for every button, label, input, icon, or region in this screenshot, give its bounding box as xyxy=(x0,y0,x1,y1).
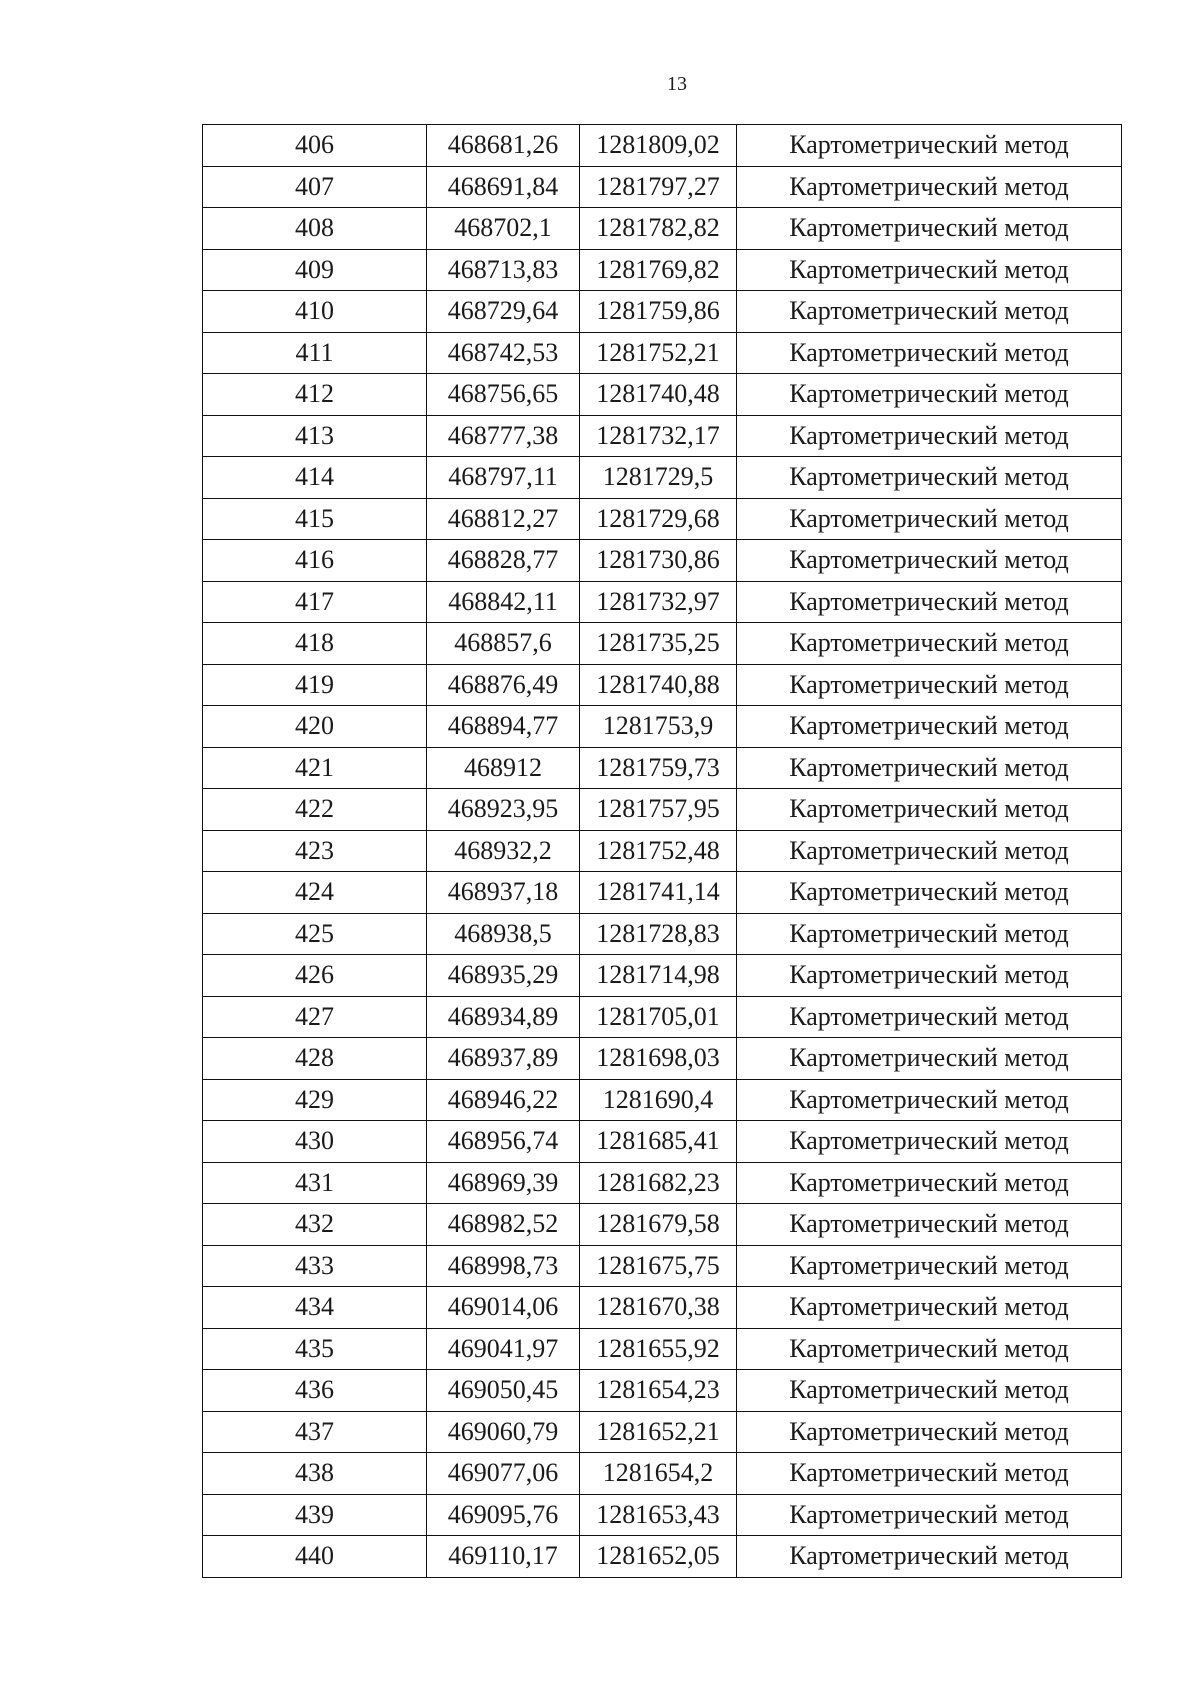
coordinates-table-body xyxy=(203,125,1122,1578)
x-coordinate-cell: 468691,84 xyxy=(427,166,580,208)
x-coordinate-cell: 468876,49 xyxy=(427,664,580,706)
x-coordinate-cell: 469060,79 xyxy=(427,1411,580,1453)
y-coordinate-cell: 1281729,68 xyxy=(580,498,737,540)
method-cell: Картометрический метод xyxy=(737,291,1122,333)
point-number-cell: 419 xyxy=(203,664,427,706)
table-row xyxy=(203,789,1122,831)
method-cell: Картометрический метод xyxy=(737,125,1122,167)
method-cell: Картометрический метод xyxy=(737,747,1122,789)
point-number-cell: 408 xyxy=(203,208,427,250)
method-cell: Картометрический метод xyxy=(737,706,1122,748)
y-coordinate-cell: 1281653,43 xyxy=(580,1494,737,1536)
y-coordinate-cell: 1281732,97 xyxy=(580,581,737,623)
method-cell: Картометрический метод xyxy=(737,498,1122,540)
method-cell: Картометрический метод xyxy=(737,1328,1122,1370)
table-row xyxy=(203,581,1122,623)
y-coordinate-cell: 1281732,17 xyxy=(580,415,737,457)
method-cell: Картометрический метод xyxy=(737,1245,1122,1287)
x-coordinate-cell: 468857,6 xyxy=(427,623,580,665)
point-number-cell: 423 xyxy=(203,830,427,872)
method-cell: Картометрический метод xyxy=(737,1162,1122,1204)
method-cell: Картометрический метод xyxy=(737,1287,1122,1329)
point-number-cell: 407 xyxy=(203,166,427,208)
method-cell: Картометрический метод xyxy=(737,208,1122,250)
y-coordinate-cell: 1281735,25 xyxy=(580,623,737,665)
method-cell: Картометрический метод xyxy=(737,457,1122,499)
x-coordinate-cell: 468777,38 xyxy=(427,415,580,457)
x-coordinate-cell: 468938,5 xyxy=(427,913,580,955)
method-cell: Картометрический метод xyxy=(737,872,1122,914)
method-cell: Картометрический метод xyxy=(737,1453,1122,1495)
y-coordinate-cell: 1281752,21 xyxy=(580,332,737,374)
table-row xyxy=(203,664,1122,706)
y-coordinate-cell: 1281652,05 xyxy=(580,1536,737,1578)
point-number-cell: 406 xyxy=(203,125,427,167)
x-coordinate-cell: 468969,39 xyxy=(427,1162,580,1204)
y-coordinate-cell: 1281752,48 xyxy=(580,830,737,872)
y-coordinate-cell: 1281654,23 xyxy=(580,1370,737,1412)
method-cell: Картометрический метод xyxy=(737,332,1122,374)
point-number-cell: 427 xyxy=(203,996,427,1038)
point-number-cell: 435 xyxy=(203,1328,427,1370)
table-row xyxy=(203,1121,1122,1163)
x-coordinate-cell: 468998,73 xyxy=(427,1245,580,1287)
table-row xyxy=(203,706,1122,748)
x-coordinate-cell: 468946,22 xyxy=(427,1079,580,1121)
table-row xyxy=(203,747,1122,789)
table-row xyxy=(203,374,1122,416)
y-coordinate-cell: 1281759,86 xyxy=(580,291,737,333)
point-number-cell: 434 xyxy=(203,1287,427,1329)
table-row xyxy=(203,1536,1122,1578)
x-coordinate-cell: 468812,27 xyxy=(427,498,580,540)
x-coordinate-cell: 468934,89 xyxy=(427,996,580,1038)
point-number-cell: 424 xyxy=(203,872,427,914)
table-row xyxy=(203,830,1122,872)
method-cell: Картометрический метод xyxy=(737,1038,1122,1080)
y-coordinate-cell: 1281698,03 xyxy=(580,1038,737,1080)
y-coordinate-cell: 1281730,86 xyxy=(580,540,737,582)
point-number-cell: 430 xyxy=(203,1121,427,1163)
x-coordinate-cell: 468937,89 xyxy=(427,1038,580,1080)
x-coordinate-cell: 468742,53 xyxy=(427,332,580,374)
point-number-cell: 410 xyxy=(203,291,427,333)
point-number-cell: 433 xyxy=(203,1245,427,1287)
method-cell: Картометрический метод xyxy=(737,830,1122,872)
x-coordinate-cell: 468828,77 xyxy=(427,540,580,582)
y-coordinate-cell: 1281740,88 xyxy=(580,664,737,706)
table-row xyxy=(203,872,1122,914)
point-number-cell: 416 xyxy=(203,540,427,582)
y-coordinate-cell: 1281682,23 xyxy=(580,1162,737,1204)
table-row xyxy=(203,1370,1122,1412)
y-coordinate-cell: 1281797,27 xyxy=(580,166,737,208)
y-coordinate-cell: 1281757,95 xyxy=(580,789,737,831)
y-coordinate-cell: 1281769,82 xyxy=(580,249,737,291)
y-coordinate-cell: 1281809,02 xyxy=(580,125,737,167)
method-cell: Картометрический метод xyxy=(737,1411,1122,1453)
x-coordinate-cell: 468702,1 xyxy=(427,208,580,250)
point-number-cell: 432 xyxy=(203,1204,427,1246)
point-number-cell: 439 xyxy=(203,1494,427,1536)
y-coordinate-cell: 1281782,82 xyxy=(580,208,737,250)
x-coordinate-cell: 468756,65 xyxy=(427,374,580,416)
y-coordinate-cell: 1281740,48 xyxy=(580,374,737,416)
x-coordinate-cell: 468681,26 xyxy=(427,125,580,167)
y-coordinate-cell: 1281655,92 xyxy=(580,1328,737,1370)
table-row xyxy=(203,1162,1122,1204)
method-cell: Картометрический метод xyxy=(737,955,1122,997)
table-row xyxy=(203,1453,1122,1495)
table-row xyxy=(203,540,1122,582)
y-coordinate-cell: 1281690,4 xyxy=(580,1079,737,1121)
point-number-cell: 440 xyxy=(203,1536,427,1578)
point-number-cell: 429 xyxy=(203,1079,427,1121)
y-coordinate-cell: 1281714,98 xyxy=(580,955,737,997)
table-row xyxy=(203,125,1122,167)
method-cell: Картометрический метод xyxy=(737,1121,1122,1163)
x-coordinate-cell: 468937,18 xyxy=(427,872,580,914)
x-coordinate-cell: 469050,45 xyxy=(427,1370,580,1412)
point-number-cell: 420 xyxy=(203,706,427,748)
table-row xyxy=(203,1411,1122,1453)
y-coordinate-cell: 1281753,9 xyxy=(580,706,737,748)
table-row xyxy=(203,498,1122,540)
method-cell: Картометрический метод xyxy=(737,249,1122,291)
point-number-cell: 426 xyxy=(203,955,427,997)
y-coordinate-cell: 1281652,21 xyxy=(580,1411,737,1453)
y-coordinate-cell: 1281654,2 xyxy=(580,1453,737,1495)
y-coordinate-cell: 1281670,38 xyxy=(580,1287,737,1329)
table-row xyxy=(203,955,1122,997)
y-coordinate-cell: 1281728,83 xyxy=(580,913,737,955)
point-number-cell: 436 xyxy=(203,1370,427,1412)
method-cell: Картометрический метод xyxy=(737,540,1122,582)
y-coordinate-cell: 1281729,5 xyxy=(580,457,737,499)
method-cell: Картометрический метод xyxy=(737,166,1122,208)
x-coordinate-cell: 469095,76 xyxy=(427,1494,580,1536)
table-row xyxy=(203,1038,1122,1080)
x-coordinate-cell: 469110,17 xyxy=(427,1536,580,1578)
method-cell: Картометрический метод xyxy=(737,415,1122,457)
point-number-cell: 412 xyxy=(203,374,427,416)
point-number-cell: 438 xyxy=(203,1453,427,1495)
table-row xyxy=(203,1328,1122,1370)
point-number-cell: 437 xyxy=(203,1411,427,1453)
point-number-cell: 411 xyxy=(203,332,427,374)
point-number-cell: 409 xyxy=(203,249,427,291)
y-coordinate-cell: 1281741,14 xyxy=(580,872,737,914)
method-cell: Картометрический метод xyxy=(737,664,1122,706)
table-row xyxy=(203,1245,1122,1287)
table-row xyxy=(203,623,1122,665)
x-coordinate-cell: 469041,97 xyxy=(427,1328,580,1370)
method-cell: Картометрический метод xyxy=(737,996,1122,1038)
x-coordinate-cell: 468797,11 xyxy=(427,457,580,499)
point-number-cell: 422 xyxy=(203,789,427,831)
y-coordinate-cell: 1281685,41 xyxy=(580,1121,737,1163)
x-coordinate-cell: 468956,74 xyxy=(427,1121,580,1163)
x-coordinate-cell: 468912 xyxy=(427,747,580,789)
method-cell: Картометрический метод xyxy=(737,1494,1122,1536)
table-row xyxy=(203,291,1122,333)
page-number: 13 xyxy=(667,73,687,95)
table-row xyxy=(203,1287,1122,1329)
table-row xyxy=(203,1079,1122,1121)
table-row xyxy=(203,1204,1122,1246)
point-number-cell: 428 xyxy=(203,1038,427,1080)
y-coordinate-cell: 1281759,73 xyxy=(580,747,737,789)
table-row xyxy=(203,166,1122,208)
method-cell: Картометрический метод xyxy=(737,1204,1122,1246)
point-number-cell: 417 xyxy=(203,581,427,623)
x-coordinate-cell: 469077,06 xyxy=(427,1453,580,1495)
table-row xyxy=(203,332,1122,374)
point-number-cell: 413 xyxy=(203,415,427,457)
x-coordinate-cell: 468894,77 xyxy=(427,706,580,748)
table-row xyxy=(203,996,1122,1038)
method-cell: Картометрический метод xyxy=(737,374,1122,416)
table-row xyxy=(203,249,1122,291)
x-coordinate-cell: 468923,95 xyxy=(427,789,580,831)
table-row xyxy=(203,415,1122,457)
method-cell: Картометрический метод xyxy=(737,581,1122,623)
y-coordinate-cell: 1281675,75 xyxy=(580,1245,737,1287)
method-cell: Картометрический метод xyxy=(737,1536,1122,1578)
x-coordinate-cell: 469014,06 xyxy=(427,1287,580,1329)
table-row xyxy=(203,208,1122,250)
x-coordinate-cell: 468842,11 xyxy=(427,581,580,623)
y-coordinate-cell: 1281705,01 xyxy=(580,996,737,1038)
x-coordinate-cell: 468729,64 xyxy=(427,291,580,333)
point-number-cell: 425 xyxy=(203,913,427,955)
method-cell: Картометрический метод xyxy=(737,789,1122,831)
point-number-cell: 414 xyxy=(203,457,427,499)
method-cell: Картометрический метод xyxy=(737,623,1122,665)
x-coordinate-cell: 468932,2 xyxy=(427,830,580,872)
table-row xyxy=(203,913,1122,955)
coordinates-table xyxy=(202,124,1122,1578)
x-coordinate-cell: 468935,29 xyxy=(427,955,580,997)
method-cell: Картометрический метод xyxy=(737,1079,1122,1121)
method-cell: Картометрический метод xyxy=(737,1370,1122,1412)
point-number-cell: 421 xyxy=(203,747,427,789)
table-row xyxy=(203,1494,1122,1536)
method-cell: Картометрический метод xyxy=(737,913,1122,955)
table-row xyxy=(203,457,1122,499)
point-number-cell: 431 xyxy=(203,1162,427,1204)
point-number-cell: 418 xyxy=(203,623,427,665)
y-coordinate-cell: 1281679,58 xyxy=(580,1204,737,1246)
x-coordinate-cell: 468713,83 xyxy=(427,249,580,291)
point-number-cell: 415 xyxy=(203,498,427,540)
x-coordinate-cell: 468982,52 xyxy=(427,1204,580,1246)
